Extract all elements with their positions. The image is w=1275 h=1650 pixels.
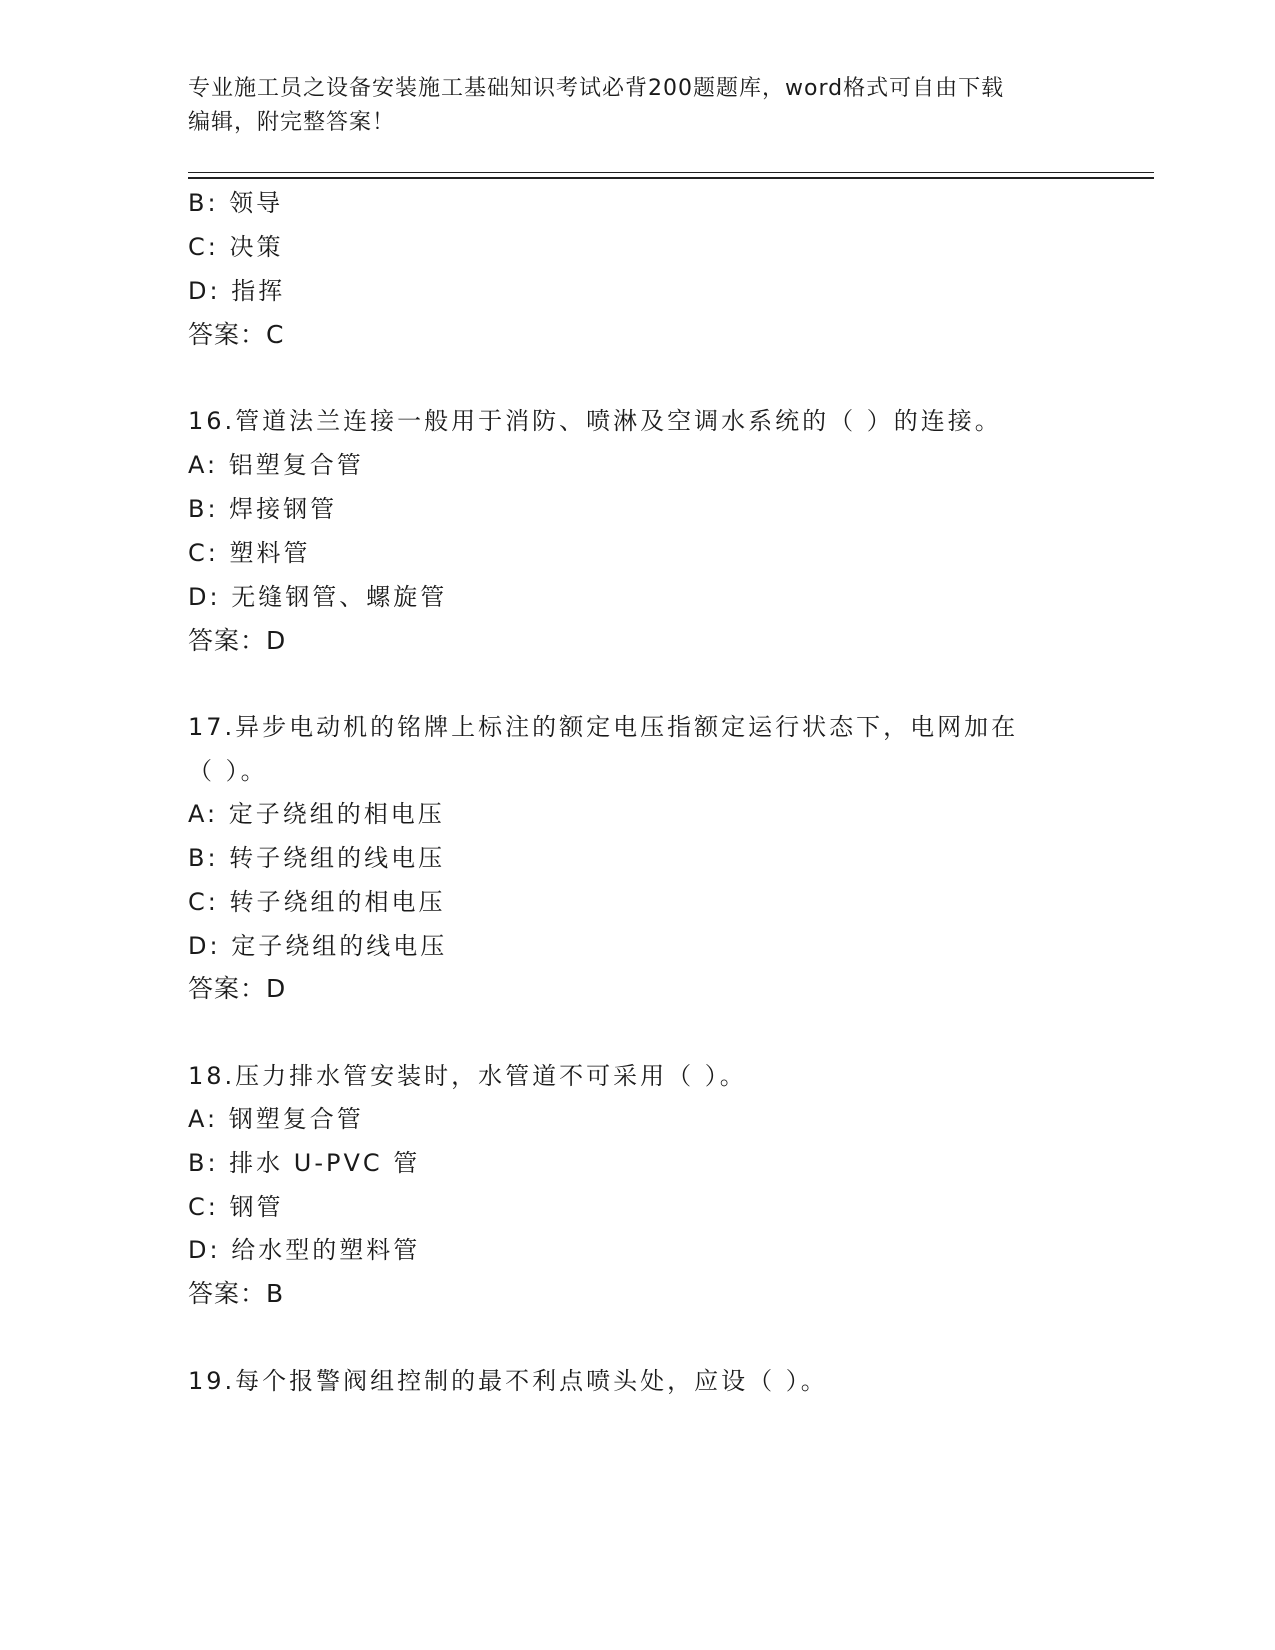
document-header [188,72,1088,140]
q17-option-a: A: 定子绕组的相电压 [188,800,445,828]
q18-option-d: D: 给水型的塑料管 [188,1236,421,1264]
q17-answer: 答案：D [188,974,287,1003]
q17-option-d: D: 定子绕组的线电压 [188,932,448,960]
q17-stem-line-1: 17.异步电动机的铭牌上标注的额定电压指额定运行状态下，电网加在 [188,713,1019,741]
q18-option-a: A: 钢塑复合管 [188,1105,364,1133]
q17-option-c: C: 转子绕组的相电压 [188,888,446,916]
q15-option-d: D: 指挥 [188,277,286,305]
q15-option-c: C: 决策 [188,233,284,261]
q16-option-b: B: 焊接钢管 [188,495,338,523]
header-divider-thin [188,172,1154,173]
header-title-line-1: 专业施工员之设备安装施工基础知识考试必背200题题库，word格式可自由下载 [188,76,1005,101]
q16-option-c: C: 塑料管 [188,539,311,567]
q16-answer: 答案：D [188,626,287,655]
q16-option-d: D: 无缝钢管、螺旋管 [188,583,448,611]
q15-option-b: B: 领导 [188,189,284,217]
q18-stem: 18.压力排水管安装时，水管道不可采用（ ）。 [188,1062,747,1090]
q16-stem: 16.管道法兰连接一般用于消防、喷淋及空调水系统的（ ）的连接。 [188,407,1002,435]
q17-stem-line-2: （ ）。 [188,757,268,785]
q17-option-b: B: 转子绕组的线电压 [188,844,446,872]
q16-option-a: A: 铝塑复合管 [188,451,364,479]
q18-answer: 答案：B [188,1279,285,1308]
q18-option-c: C: 钢管 [188,1193,284,1221]
q15-answer: 答案：C [188,320,285,349]
header-divider-thick [188,177,1154,179]
q19-stem: 19.每个报警阀组控制的最不利点喷头处，应设（ ）。 [188,1367,828,1395]
header-title-line-2: 编辑，附完整答案！ [188,110,396,135]
q18-option-b: B: 排水 U-PVC 管 [188,1149,421,1177]
